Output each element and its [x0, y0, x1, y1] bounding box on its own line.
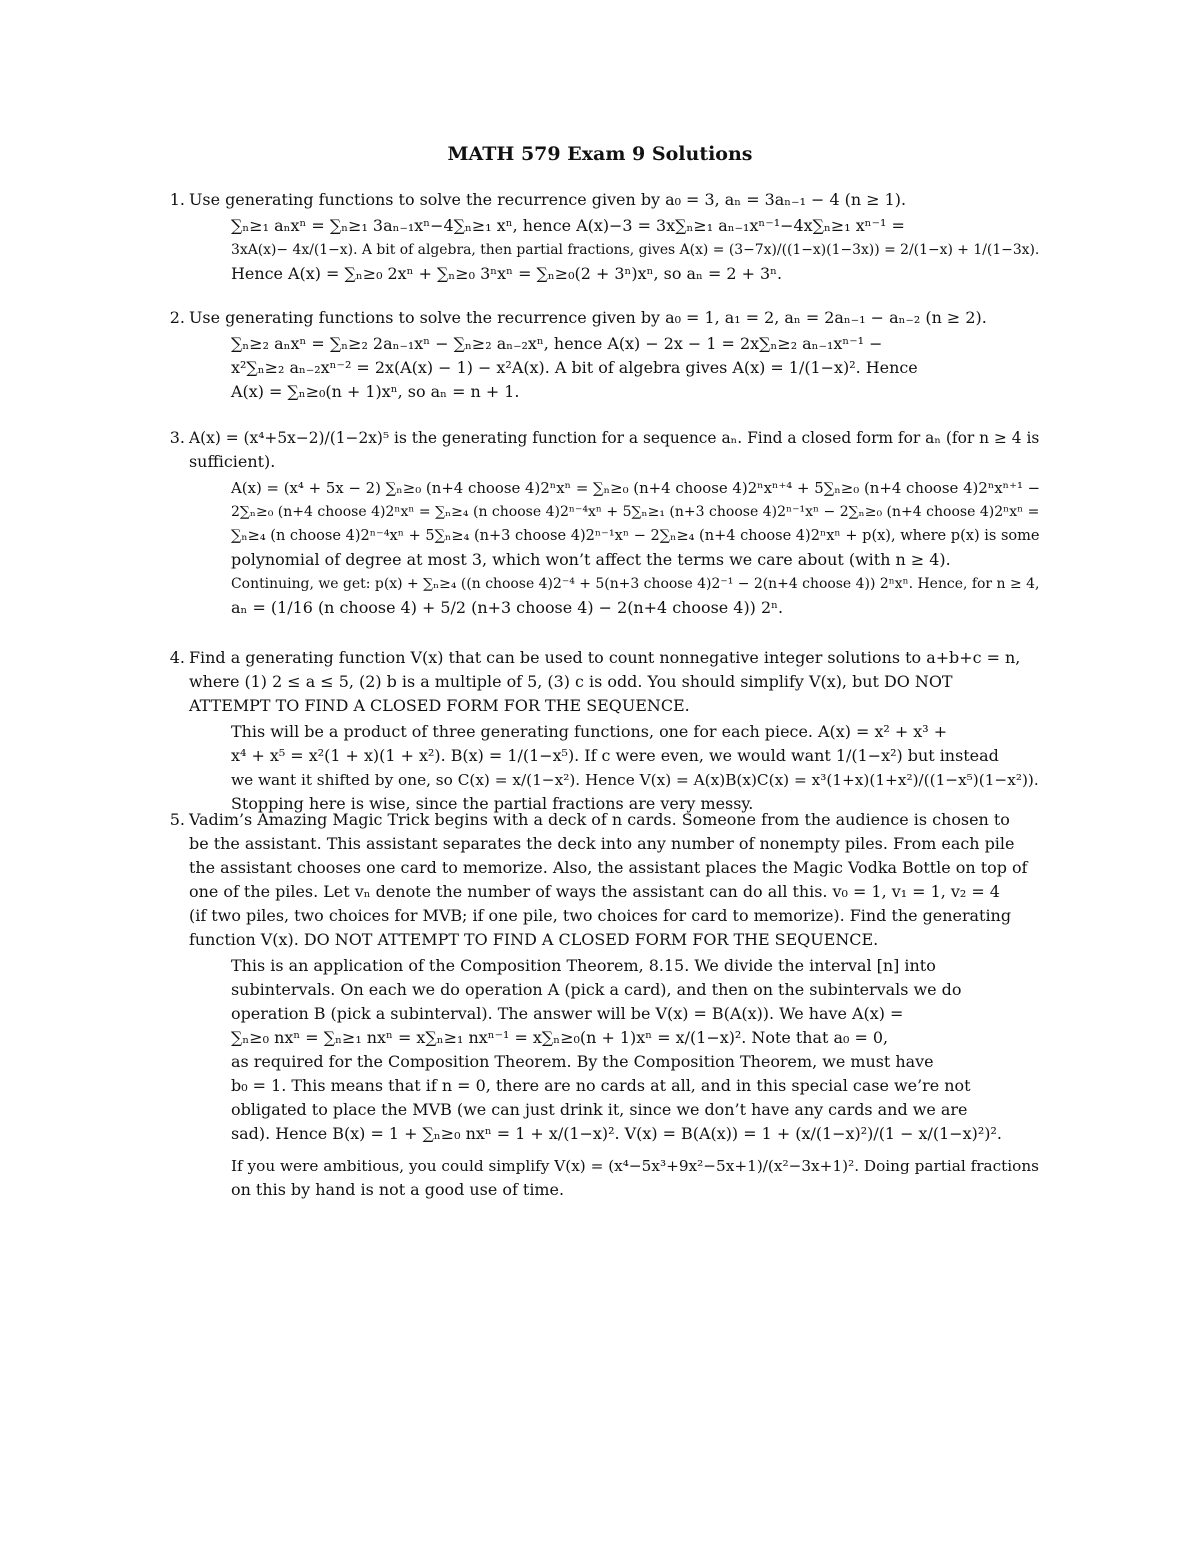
problem-number: 4. — [169, 648, 185, 667]
question-line: function V(x). DO NOT ATTEMPT TO FIND A CLOSED FORM FOR THE SEQUENCE. — [189, 930, 879, 949]
question-line: ATTEMPT TO FIND A CLOSED FORM FOR THE SEQUENCE. — [189, 696, 690, 715]
problem-solution — [231, 720, 1043, 816]
solution-line: ∑ₙ≥₄ (n choose 4)2ⁿ⁻⁴xⁿ + 5∑ₙ≥₄ (n+3 choose 4)2ⁿ⁻¹xⁿ − 2∑ₙ≥₄ (n+4 choose 4)2ⁿxⁿ + p(x), where p(x) is some — [231, 528, 1040, 544]
solution-line: subintervals. On each we do operation A (pick a card), and then on the subintervals we do — [231, 980, 962, 999]
solution-line: Stopping here is wise, since the partial fractions are very messy. — [231, 794, 754, 813]
solution-line: Hence A(x) = ∑ₙ≥₀ 2xⁿ + ∑ₙ≥₀ 3ⁿxⁿ = ∑ₙ≥₀(2 + 3ⁿ)xⁿ, so aₙ = 2 + 3ⁿ. — [231, 264, 783, 283]
solution-paragraph — [231, 332, 1043, 404]
solution-line: polynomial of degree at most 3, which won’t affect the terms we care about (with n ≥ 4). — [231, 550, 951, 569]
solution-paragraph — [231, 476, 1043, 620]
solution-line: 3xA(x)− 4x/(1−x). A bit of algebra, then partial fractions, gives A(x) = (3−7x)/((1−x)(1−3x)) = 2/(1−x) + 1/(1−3x). — [231, 242, 1040, 258]
question-line: the assistant chooses one card to memorize. Also, the assistant places the Magic Vodka Bottle on top of — [189, 858, 1028, 877]
question-line: be the assistant. This assistant separates the deck into any number of nonempty piles. From each pile — [189, 834, 1015, 853]
solution-line: ∑ₙ≥₂ aₙxⁿ = ∑ₙ≥₂ 2aₙ₋₁xⁿ − ∑ₙ≥₂ aₙ₋₂xⁿ, hence A(x) − 2x − 1 = 2x∑ₙ≥₂ aₙ₋₁xⁿ⁻¹ − — [231, 334, 883, 353]
solution-paragraph — [231, 214, 1043, 286]
solution-line: This is an application of the Composition Theorem, 8.15. We divide the interval [n] into — [231, 956, 936, 975]
solution-line: 2∑ₙ≥₀ (n+4 choose 4)2ⁿxⁿ = ∑ₙ≥₄ (n choose 4)2ⁿ⁻⁴xⁿ + 5∑ₙ≥₁ (n+3 choose 4)2ⁿ⁻¹xⁿ − 2∑ₙ≥₀ (n+4 choose 4)2ⁿxⁿ = — [231, 504, 1040, 520]
solution-line: If you were ambitious, you could simplify V(x) = (x⁴−5x³+9x²−5x+1)/(x²−3x+1)². Doing partial fractions — [231, 1157, 1039, 1175]
question-line: Vadim’s Amazing Magic Trick begins with a deck of n cards. Someone from the audience is chosen to — [189, 810, 1010, 829]
question-line: one of the piles. Let vₙ denote the number of ways the assistant can do all this. v₀ = 1, v₁ = 1, v₂ = 4 — [189, 882, 1000, 901]
solution-paragraph — [231, 954, 1043, 1146]
solution-line: on this by hand is not a good use of time. — [231, 1180, 565, 1199]
solution-line: sad). Hence B(x) = 1 + ∑ₙ≥₀ nxⁿ = 1 + x/(1−x)². V(x) = B(A(x)) = 1 + (x/(1−x)²)/(1 − x/(1−x)²)². — [231, 1124, 1002, 1143]
question-line: sufficient). — [189, 452, 276, 471]
solution-line: A(x) = ∑ₙ≥₀(n + 1)xⁿ, so aₙ = n + 1. — [231, 382, 520, 401]
solution-line: This will be a product of three generating functions, one for each piece. A(x) = x² + x³ + — [231, 722, 948, 741]
problem-1 — [163, 188, 1043, 286]
solution-line: aₙ = (1/16 (n choose 4) + 5/2 (n+3 choose 4) − 2(n+4 choose 4)) 2ⁿ. — [231, 598, 784, 617]
problem-question — [189, 426, 1043, 474]
problem-2 — [163, 306, 1043, 404]
problem-number: 1. — [169, 190, 185, 209]
problem-solution — [231, 332, 1043, 404]
problem-question — [189, 808, 1043, 952]
problem-number: 5. — [169, 810, 185, 829]
problem-solution — [231, 214, 1043, 286]
question-line: Find a generating function V(x) that can be used to count nonnegative integer solutions to a+b+c = n, — [189, 648, 1021, 667]
question-line: Use generating functions to solve the recurrence given by a₀ = 1, a₁ = 2, aₙ = 2aₙ₋₁ − aₙ₋₂ (n ≥ 2). — [189, 308, 987, 327]
problem-5 — [163, 808, 1043, 1202]
question-line: Use generating functions to solve the recurrence given by a₀ = 3, aₙ = 3aₙ₋₁ − 4 (n ≥ 1). — [189, 190, 907, 209]
solution-paragraph — [231, 1154, 1043, 1202]
page-title: MATH 579 Exam 9 Solutions — [447, 143, 753, 165]
problem-question — [189, 306, 1043, 330]
solution-line: A(x) = (x⁴ + 5x − 2) ∑ₙ≥₀ (n+4 choose 4)2ⁿxⁿ = ∑ₙ≥₀ (n+4 choose 4)2ⁿxⁿ⁺⁴ + 5∑ₙ≥₀ (n+4 choose 4)2ⁿxⁿ⁺¹ − — [231, 479, 1041, 497]
problem-number: 2. — [169, 308, 185, 327]
solution-line: as required for the Composition Theorem. By the Composition Theorem, we must have — [231, 1052, 934, 1071]
problem-number: 3. — [169, 428, 185, 447]
solution-line: b₀ = 1. This means that if n = 0, there are no cards at all, and in this special case we’re not — [231, 1076, 971, 1095]
question-line: (if two piles, two choices for MVB; if one pile, two choices for card to memorize). Find the generating — [189, 906, 1012, 925]
solution-line: we want it shifted by one, so C(x) = x/(1−x²). Hence V(x) = A(x)B(x)C(x) = x³(1+x)(1+x²)/((1−x⁵)(1−x²)). — [231, 771, 1039, 789]
problem-solution — [231, 476, 1043, 620]
solution-paragraph — [231, 720, 1043, 816]
problem-question — [189, 646, 1043, 718]
problem-question — [189, 188, 1043, 212]
problem-solution — [231, 954, 1043, 1202]
solution-line: ∑ₙ≥₀ nxⁿ = ∑ₙ≥₁ nxⁿ = x∑ₙ≥₁ nxⁿ⁻¹ = x∑ₙ≥₀(n + 1)xⁿ = x/(1−x)². Note that a₀ = 0, — [231, 1028, 889, 1047]
solution-line: x²∑ₙ≥₂ aₙ₋₂xⁿ⁻² = 2x(A(x) − 1) − x²A(x). A bit of algebra gives A(x) = 1/(1−x)². Hence — [231, 358, 918, 377]
solution-line: ∑ₙ≥₁ aₙxⁿ = ∑ₙ≥₁ 3aₙ₋₁xⁿ−4∑ₙ≥₁ xⁿ, hence A(x)−3 = 3x∑ₙ≥₁ aₙ₋₁xⁿ⁻¹−4x∑ₙ≥₁ xⁿ⁻¹ = — [231, 216, 905, 235]
problem-3 — [163, 426, 1043, 620]
solution-line: x⁴ + x⁵ = x²(1 + x)(1 + x²). B(x) = 1/(1−x⁵). If c were even, we would want 1/(1−x²) but instead — [231, 746, 999, 765]
solution-line: operation B (pick a subinterval). The answer will be V(x) = B(A(x)). We have A(x) = — [231, 1004, 904, 1023]
solution-line: Continuing, we get: p(x) + ∑ₙ≥₄ ((n choose 4)2⁻⁴ + 5(n+3 choose 4)2⁻¹ − 2(n+4 choose 4)) 2ⁿxⁿ. Hence, for n ≥ 4, — [231, 576, 1040, 592]
question-line: where (1) 2 ≤ a ≤ 5, (2) b is a multiple of 5, (3) c is odd. You should simplify V(x), but DO NOT — [189, 672, 953, 691]
solution-line: obligated to place the MVB (we can just drink it, since we don’t have any cards and we are — [231, 1100, 968, 1119]
problem-4 — [163, 646, 1043, 816]
question-line: A(x) = (x⁴+5x−2)/(1−2x)⁵ is the generating function for a sequence aₙ. Find a closed form for aₙ (for n ≥ 4 is — [189, 429, 1040, 447]
